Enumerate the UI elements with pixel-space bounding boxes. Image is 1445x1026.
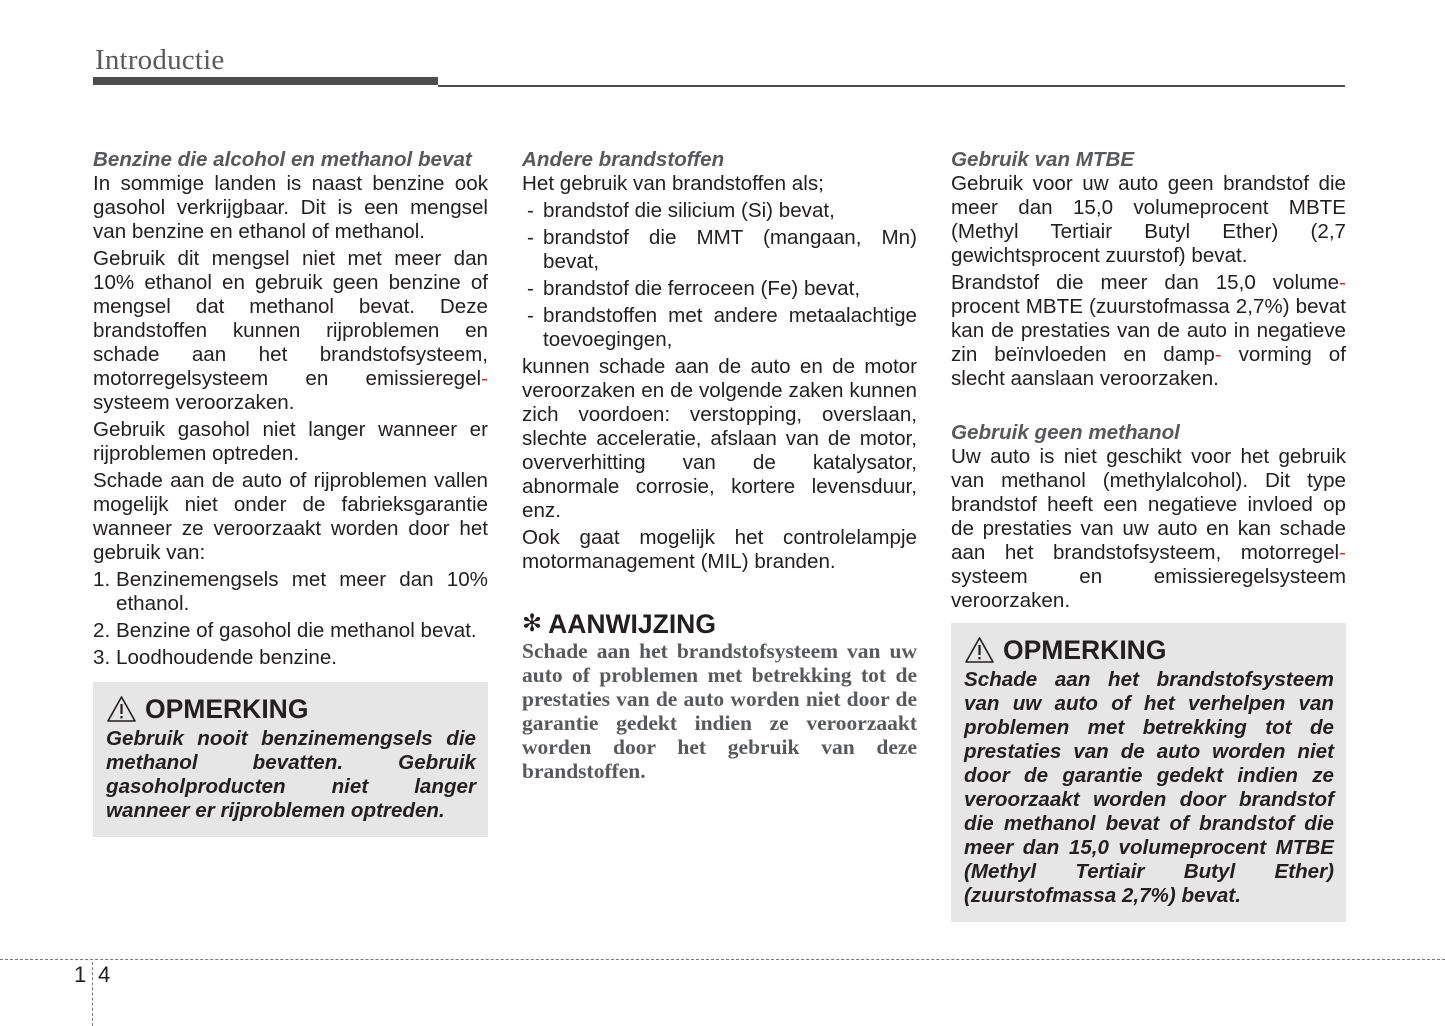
hyphen-mark: -: [1339, 541, 1346, 564]
paragraph-text: procent MBTE (zuurstofmassa 2,7%) bevat kan de prestaties van de auto in negatieve zin beïnvloeden en damp: [951, 295, 1346, 366]
list-item: [93, 646, 488, 670]
section-heading-mtbe: Gebruik van MTBE: [951, 148, 1135, 171]
page-number: 4: [98, 962, 111, 987]
list-item: [93, 568, 488, 616]
section-heading-other-fuels: Andere brandstoffen: [522, 148, 725, 171]
list-item: [522, 277, 917, 301]
caution-box: [951, 623, 1346, 922]
paragraph-text: Brandstof die meer dan 15,0 volume: [951, 271, 1340, 294]
column-2: [522, 148, 917, 783]
list-marker: -: [527, 199, 534, 222]
paragraph-text: systeem veroorzaken.: [93, 391, 295, 414]
list-marker: -: [527, 226, 534, 249]
paragraph: Ook gaat mogelijk het controlelampje motormanagement (MIL) branden.: [522, 526, 917, 573]
paragraph: Gebruik voor uw auto geen brandstof die meer dan 15,0 volumeprocent MBTE (Methyl Tertiair Butyl Ether) (2,7 gewichtsprocent zuurstof) bevat.: [951, 172, 1346, 267]
paragraph-text: Gebruik dit mengsel niet met meer dan 10% ethanol en gebruik geen benzine of mengsel dat methanol bevat. Deze brandstoffen kunnen rijproblemen en schade aan het brandstofsysteem, motorregelsysteem en emissieregel: [93, 247, 488, 390]
paragraph: [951, 271, 1346, 391]
list-marker: -: [527, 304, 534, 327]
dash-list: [522, 199, 917, 352]
column-3: [951, 148, 1346, 922]
caution-header: [964, 635, 1334, 665]
warning-triangle-icon: [964, 636, 995, 664]
paragraph: kunnen schade aan de auto en de motor veroorzaken en de volgende zaken kunnen zich voordoen: verstopping, overslaan, slechte acceleratie, afslaan van de motor, oververhitting van de katalysator, abnormale corrosie, kortere levensduur, enz.: [522, 355, 917, 522]
header-rule-thick: [93, 77, 438, 85]
footer-dashed-divider: [92, 962, 93, 1026]
warning-triangle-icon: [106, 695, 137, 723]
list-text: brandstof die MMT (mangaan, Mn) bevat,: [543, 226, 917, 273]
hyphen-mark: -: [1214, 343, 1222, 366]
caution-box: [93, 682, 488, 837]
chapter-number: 1: [74, 962, 87, 987]
header-rule-thin: [438, 85, 1345, 87]
list-text: Loodhoudende benzine.: [116, 646, 338, 669]
list-item: [93, 619, 488, 643]
caution-title: OPMERKING: [145, 694, 309, 724]
section-heading-no-methanol: Gebruik geen methanol: [951, 421, 1180, 444]
list-text: brandstof die ferroceen (Fe) bevat,: [543, 277, 861, 300]
list-marker: -: [527, 277, 534, 300]
paragraph: Het gebruik van brandstoffen als;: [522, 172, 824, 195]
list-text: brandstof die silicium (Si) bevat,: [543, 199, 835, 222]
paragraph: [93, 247, 488, 415]
caution-header: [106, 694, 476, 724]
column-1: [93, 148, 488, 837]
caution-text: Gebruik nooit benzinemengsels die methanol bevatten. Gebruik gasoholproducten niet langer wanneer er rijproblemen optreden.: [106, 727, 476, 822]
paragraph: Gebruik gasohol niet langer wanneer er rijproblemen optreden.: [93, 418, 488, 465]
paragraph: In sommige landen is naast benzine ook gasohol verkrijgbaar. Dit is een mengsel van benzine en ethanol of methanol.: [93, 172, 488, 243]
paragraph-text: vorming of slecht aanslaan veroorzaken.: [951, 343, 1346, 390]
numbered-list: [93, 568, 488, 670]
note-text: Schade aan het brandstofsysteem van uw auto of problemen met betrekking tot de prestaties van de auto worden niet door de garantie gedekt indien ze veroorzaakt worden door het gebruik van deze brandstoffen.: [522, 639, 917, 783]
list-text: brandstoffen met andere metaalachtige toevoegingen,: [543, 304, 917, 351]
note-header: [522, 609, 917, 639]
paragraph-text: systeem en emissieregelsysteem veroorzaken.: [951, 565, 1346, 612]
spacer: [951, 394, 1346, 421]
list-item: [522, 199, 917, 223]
paragraph: [951, 445, 1346, 613]
caution-title: OPMERKING: [1003, 635, 1167, 665]
list-marker: 2.: [93, 619, 111, 642]
section-heading-alcohol-methanol: Benzine die alcohol en methanol bevat: [93, 148, 472, 171]
page-header-title: Introductie: [95, 44, 225, 76]
footer-dashed-rule: [0, 959, 1445, 960]
paragraph: Schade aan de auto of rijproblemen vallen mogelijk niet onder de fabrieksgarantie wanneer ze veroorzaakt worden door het gebruik van:: [93, 469, 488, 564]
hyphen-mark: -: [481, 367, 488, 390]
note-title: AANWIJZING: [548, 609, 716, 639]
paragraph-text: Uw auto is niet geschikt voor het gebruik van methanol (methylalcohol). Dit type brandstof heeft een negatieve invloed op de prestaties van uw auto en kan schade aan het brandstofsysteem, motorregel: [951, 445, 1346, 564]
list-marker: 3.: [93, 646, 111, 669]
asterisk-icon: ✻: [522, 610, 543, 637]
list-text: Benzinemengsels met meer dan 10% ethanol.: [116, 568, 488, 615]
list-item: [522, 226, 917, 274]
list-marker: 1.: [93, 568, 111, 591]
list-item: [522, 304, 917, 352]
caution-text: Schade aan het brandstofsysteem van uw auto of het verhelpen van problemen met betrekking tot de prestaties van de auto worden niet door de garantie gedekt indien ze veroorzaakt worden door brandstof die methanol bevat of brandstof die meer dan 15,0 volumeprocent MTBE (Methyl Tertiair Butyl Ether) (zuurstofmassa 2,7%) bevat.: [964, 668, 1334, 907]
list-text: Benzine of gasohol die methanol bevat.: [116, 619, 477, 642]
hyphen-mark: -: [1339, 271, 1346, 294]
